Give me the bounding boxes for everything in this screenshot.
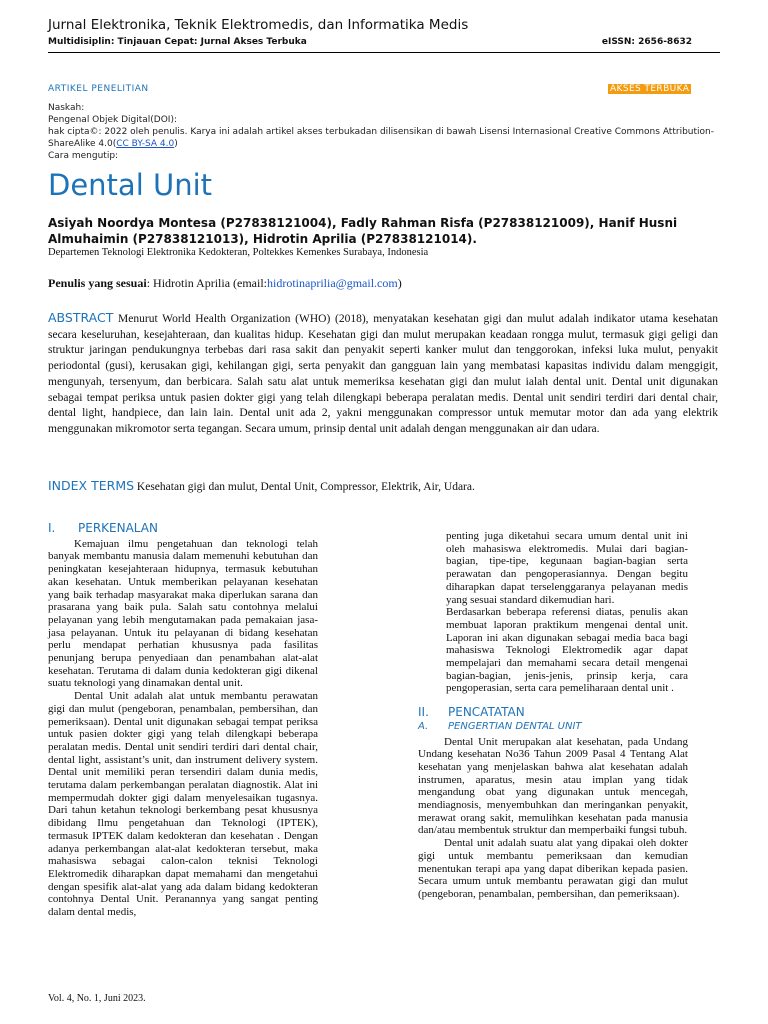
journal-title: Jurnal Elektronika, Teknik Elektromedis, dan Informatika Medis (48, 17, 469, 33)
license-link[interactable]: CC BY-SA 4.0 (116, 139, 175, 149)
cite-label: Cara mengutip: (48, 151, 119, 161)
affiliation: Departemen Teknologi Elektronika Kedokteran, Poltekkes Kemenkes Surabaya, Indonesia (48, 247, 429, 258)
subsection-a-heading: A. PENGERTIAN DENTAL UNIT (418, 720, 582, 732)
manuscript-label: Naskah: (48, 103, 85, 113)
section-2-paragraph-2: Dental unit adalah suatu alat yang dipakai oleh dokter gigi untuk membantu pemeriksaan dan kemudian menentukan terapi apa yang dapat diberikan kepada pasien. Secara umum untuk membantu perawatan gigi dan mulut (pengeboran, penambalan, pembersihan, dan pemeriksaan). (418, 837, 688, 900)
abstract-heading: ABSTRACT (48, 310, 114, 325)
license-line: ShareAlike 4.0(CC BY-SA 4.0) (48, 139, 178, 149)
section-1-paragraph-1: Kemajuan ilmu pengetahuan dan teknologi telah banyak membantu manusia dalam memenuhi kebutuhan dan peningkatan kesejahteraan hidupnya, termasuk kebutuhan akan kesehatan. Untuk memberikan pelayanan kesehatan yang baik terhadap masyarakat maka diperlukan sarana dan prasarana yang baik pula. Salah satu contohnya melalui pelayanan yang lebih mengutamakan pada pemakaian jasa- jasa pelayanan. Untuk itu pelayanan di bidang kesehatan perlu mendapat perhatian khususnya pada fasilitas penunjang berupa penyediaan dan penambahan alat-alat kesehatan. Terutama di dalam dunia kedokteran gigi dikenal suatu teknologi yang dinamakan dental unit. (48, 537, 318, 690)
section-1-paragraph-3: penting juga diketahui secara umum dental unit ini oleh mahasiswa elektromedis. Mulai dari bagian-bagian, tipe-tipe, kegunaan bagian-bagian serta perawatan dan pengoperasiannya. Dengan begitu diharapkan dapat terselenggaranya pelayanan medis yang sesuai standard dikemudian hari. (446, 530, 688, 606)
left-column (48, 522, 318, 919)
abstract: ABSTRACT Menurut World Health Organization (WHO) (2018), menyatakan kesehatan gigi dan mulut adalah indikator utama kesehatan secara keseluruhan, kesejahteraan, dan kualitas hidup. Kesehatan gigi dan mulut merupakan keadaan rongga mulut, termasuk gigi geligi dan struktur jaringan pendukungnya terbebas dari rasa sakit dan penyakit seperti kanker mulut dan tenggorokan, infeksi luka mulut, penyakit periodontal (gusi), kerusakan gigi, kehilangan gigi, serta penyakit dan gangguan lain yang membatasi kapasitas individu dalam menggigit, mengunyah, tersenyum, dan berbicara. Salah satu alat untuk memeriksa kesehatan gigi dan mulut ialah dental unit. Dental unit digunakan sebagai tempat periksa untuk pasien dokter gigi yang telah dilengkapi beberapa peralatan medis. Dental unit sendiri terdiri dari dental chair, dental light, handpiece, dan lain lain. Dental unit ada 2, yakni menggunakan compressor untuk memutar motor dan ada yang elektrik menggunakan mikromotor serta tegangan. Secara umum, prinsip dental unit adalah dengan menggunakan air dan udara. (48, 310, 718, 435)
open-access-badge: AKSES TERBUKA (610, 84, 690, 94)
section-2-heading: II. PENCATATAN (418, 705, 525, 720)
right-column (418, 530, 688, 901)
index-terms-heading: INDEX TERMS (48, 478, 135, 493)
section-2-paragraph-1: Dental Unit merupakan alat kesehatan, pada Undang Undang kesehatan No36 Tahun 2009 Pasal 4 Tentang Alat kesehatan yang menjelaskan bahwa alat kesehatan adalah instrumen, aparatus, mesin atau implan yang tidak mengandung obat yang digunakan untuk mencegah, mendiagnosis, menyembuhkan dan meringankan penyakit, merawat orang sakit, memulihkan kesehatan pada manusia dan/atau membentuk struktur dan memperbaiki fungsi tubuh. (418, 735, 688, 837)
footer-volume: Vol. 4, No. 1, Juni 2023. (48, 993, 146, 1004)
eissn: eISSN: 2656-8632 (601, 37, 692, 47)
section-1-heading: I. PERKENALAN (48, 521, 158, 535)
copyright-line: hak cipta©: 2022 oleh penulis. Karya ini adalah artikel akses terbukadan dilisensikan di bawah Lisensi Internasional Creative Commons Attribution- (48, 127, 714, 137)
section-1-paragraph-2: Dental Unit adalah alat untuk membantu perawatan gigi dan mulut (pengeboran, penambalan, pembersihan, dan pemeriksaan). Dental unit digunakan sebagai tempat periksa untuk pasien dokter gigi yang telah dilengkapi beberapa peralatan medis. Dental unit sendiri terdiri dari dental chair, dental light, assistant’s unit, dan instrument delivery system. Dental unit memiliki peran tersendiri dalam dunia medis, terutama dalam perkembangan peralatan diagnostik. Alat ini mempermudah dokter gigi dalam menyelesaikan tugasnya. Dari tahun ketahun teknologi berkembang pesat khususnya dibidang Ilmu pengetahuan dan Teknologi (IPTEK), termasuk IPTEK dalam kedokteran dan kesehatan . Dengan adanya perkembangan alat-alat kedokteran tersebut, maka mahasiswa sebagai calon-calon teknisi Teknologi Elektromedik diharapkan dapat memahami dan mengetahui dengan spesifik alat-alat yang ada dalam bidang kedokteran contohnya Dental Unit. Peranannya yang sangat penting dalam dental medis, (48, 690, 318, 919)
index-terms: INDEX TERMS Kesehatan gigi dan mulut, Dental Unit, Compressor, Elektrik, Air, Udara. (48, 478, 475, 493)
corresponding-author: Penulis yang sesuai: Hidrotin Aprilia (email:hidrotinaprilia@gmail.com) (48, 276, 402, 290)
doi-label: Pengenal Objek Digital(DOI): (48, 115, 177, 125)
journal-subtitle: Multidisiplin: Tinjauan Cepat: Jurnal Akses Terbuka (48, 37, 307, 47)
paper-title: Dental Unit (48, 168, 213, 202)
authors: Asiyah Noordya Montesa (P27838121004), Fadly Rahman Risfa (P27838121009), Hanif Husni Almuhaimin (P27838121013), Hidrotin Aprilia (P27838121014). (48, 216, 678, 246)
article-type: ARTIKEL PENELITIAN (48, 84, 149, 94)
header-rule (48, 52, 720, 53)
email-link[interactable]: hidrotinaprilia@gmail.com (267, 276, 398, 290)
section-1-paragraph-4: Berdasarkan beberapa referensi diatas, penulis akan membuat laporan praktikum mengenai dental unit. Laporan ini akan digunakan sebagai media baca bagi mahasiswa Teknologi Elektromedik agar dapat mempelajari dan memahami secara detail mengenai bagian-bagian, jenis-jenis, prinsip kerja, cara pengoperasian, serta cara pemeliharaan dental unit . (446, 606, 688, 695)
